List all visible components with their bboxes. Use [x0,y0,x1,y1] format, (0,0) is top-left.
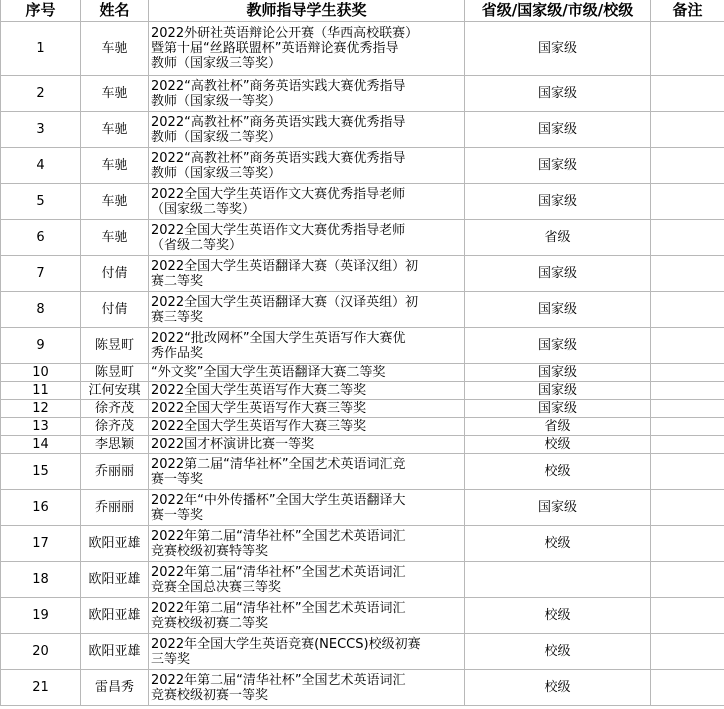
award-line: 竞赛校级初赛特等奖 [151,543,269,559]
table-row [1,490,724,526]
award-line: 赛一等奖 [151,471,204,487]
award-line: 竞赛校级初赛二等奖 [151,615,269,631]
award-line: 暨第十届“丝路联盟杯”英语辩论赛优秀指导 [151,41,399,56]
cell-seq[interactable]: 17 [1,526,81,562]
award-line: 竞赛全国总决赛三等奖 [151,579,282,595]
cell-seq[interactable]: 13 [1,418,81,436]
cell-name[interactable]: 徐齐茂 [81,400,149,418]
cell-note[interactable] [651,490,724,526]
cell-award[interactable] [149,490,465,526]
table-row [1,418,724,436]
award-line: 2022“高教社杯”商务英语实践大赛优秀指导 [151,150,406,166]
cell-note[interactable] [651,562,724,598]
cell-level[interactable]: 校级 [465,670,651,706]
cell-award[interactable] [149,112,465,148]
cell-level[interactable] [465,562,651,598]
cell-award[interactable] [149,670,465,706]
award-line: 2022年第二届“清华社杯”全国艺术英语词汇 [151,528,406,544]
award-line: 三等奖 [151,651,191,667]
cell-seq[interactable]: 8 [1,292,81,328]
cell-level[interactable]: 校级 [465,634,651,670]
table-row [1,76,724,112]
cell-seq[interactable]: 15 [1,454,81,490]
cell-note[interactable] [651,22,724,76]
cell-note[interactable] [651,148,724,184]
award-line: 2022年第二届“清华社杯”全国艺术英语词汇 [151,600,406,616]
cell-level[interactable]: 省级 [465,220,651,256]
table-row [1,22,724,76]
cell-name[interactable]: 雷昌秀 [81,670,149,706]
cell-seq[interactable]: 20 [1,634,81,670]
cell-note[interactable] [651,364,724,382]
award-line: 2022年第二届“清华社杯”全国艺术英语词汇 [151,672,406,688]
award-line: 2022全国大学生英语写作大赛二等奖 [151,383,367,398]
cell-name[interactable]: 乔丽丽 [81,454,149,490]
cell-note[interactable] [651,598,724,634]
award-line: 2022全国大学生英语作文大赛优秀指导老师 [151,222,406,238]
table-row [1,364,724,382]
cell-award[interactable] [149,328,465,364]
cell-award[interactable] [149,76,465,112]
award-line: 2022“批改网杯”全国大学生英语写作大赛优 [151,330,406,346]
table-row [1,184,724,220]
cell-seq[interactable]: 4 [1,148,81,184]
cell-note[interactable] [651,76,724,112]
header-seq[interactable]: 序号 [1,0,81,22]
cell-note[interactable] [651,292,724,328]
cell-award[interactable] [149,526,465,562]
cell-name[interactable]: 李思颖 [81,436,149,454]
table-row [1,454,724,490]
cell-award[interactable] [149,220,465,256]
cell-award[interactable] [149,292,465,328]
cell-level[interactable]: 国家级 [465,364,651,382]
cell-name[interactable]: 付倩 [81,292,149,328]
award-line: 赛三等奖 [151,309,204,325]
cell-level[interactable]: 校级 [465,526,651,562]
cell-seq[interactable]: 1 [1,22,81,76]
table-row [1,562,724,598]
table-row [1,598,724,634]
award-line: 2022“高教社杯”商务英语实践大赛优秀指导 [151,78,406,94]
cell-award[interactable] [149,400,465,418]
cell-seq[interactable]: 5 [1,184,81,220]
award-line: 教师（国家级三等奖） [151,56,282,71]
cell-award[interactable] [149,382,465,400]
header-note[interactable]: 备注 [651,0,724,22]
table-row [1,256,724,292]
cell-name[interactable]: 车驰 [81,184,149,220]
cell-note[interactable] [651,220,724,256]
cell-name[interactable]: 陈昱町 [81,364,149,382]
award-line: （国家级二等奖） [151,201,256,217]
award-line: 赛一等奖 [151,507,204,523]
cell-level[interactable]: 国家级 [465,112,651,148]
cell-level[interactable]: 国家级 [465,76,651,112]
cell-note[interactable] [651,184,724,220]
award-line: “外文奖”全国大学生英语翻译大赛二等奖 [151,365,386,380]
cell-seq[interactable]: 2 [1,76,81,112]
cell-seq[interactable]: 14 [1,436,81,454]
cell-name[interactable]: 车驰 [81,22,149,76]
cell-seq[interactable]: 12 [1,400,81,418]
award-line: 赛二等奖 [151,273,204,289]
cell-seq[interactable]: 10 [1,364,81,382]
cell-level[interactable]: 校级 [465,598,651,634]
cell-name[interactable]: 欧阳亚雄 [81,562,149,598]
cell-note[interactable] [651,670,724,706]
cell-level[interactable]: 校级 [465,454,651,490]
cell-award[interactable] [149,634,465,670]
cell-note[interactable] [651,436,724,454]
cell-level[interactable]: 国家级 [465,400,651,418]
cell-seq[interactable]: 3 [1,112,81,148]
cell-seq[interactable]: 16 [1,490,81,526]
cell-level[interactable]: 国家级 [465,328,651,364]
cell-name[interactable]: 徐齐茂 [81,418,149,436]
award-line: 教师（国家级二等奖） [151,129,282,145]
award-line: 2022全国大学生英语作文大赛优秀指导老师 [151,186,406,202]
cell-name[interactable]: 车驰 [81,148,149,184]
cell-award[interactable] [149,364,465,382]
cell-seq[interactable]: 11 [1,382,81,400]
cell-award[interactable] [149,562,465,598]
header-award[interactable]: 教师指导学生获奖 [149,0,465,22]
table-row [1,148,724,184]
cell-note[interactable] [651,526,724,562]
cell-note[interactable] [651,328,724,364]
table-row [1,220,724,256]
award-line: 秀作品奖 [151,345,204,361]
cell-note[interactable] [651,634,724,670]
cell-name[interactable]: 欧阳亚雄 [81,526,149,562]
cell-award[interactable] [149,598,465,634]
cell-name[interactable]: 乔丽丽 [81,490,149,526]
cell-seq[interactable]: 7 [1,256,81,292]
cell-name[interactable]: 江何安琪 [81,382,149,400]
cell-seq[interactable]: 6 [1,220,81,256]
cell-award[interactable] [149,184,465,220]
award-line: 竞赛校级初赛一等奖 [151,687,269,703]
cell-name[interactable]: 付倩 [81,256,149,292]
cell-level[interactable]: 国家级 [465,256,651,292]
cell-name[interactable]: 车驰 [81,76,149,112]
cell-note[interactable] [651,400,724,418]
cell-note[interactable] [651,112,724,148]
header-level[interactable]: 省级/国家级/市级/校级 [465,0,651,22]
cell-note[interactable] [651,256,724,292]
cell-award[interactable] [149,148,465,184]
award-line: 2022“高教社杯”商务英语实践大赛优秀指导 [151,114,406,130]
table-row [1,292,724,328]
cell-note[interactable] [651,454,724,490]
table-row [1,670,724,706]
award-line: 2022第二届“清华社杯”全国艺术英语词汇竞 [151,456,406,472]
header-row [1,0,724,22]
table-row [1,400,724,418]
cell-seq[interactable]: 18 [1,562,81,598]
cell-award[interactable] [149,436,465,454]
cell-name[interactable]: 车驰 [81,112,149,148]
award-line: 2022全国大学生英语翻译大赛（英译汉组）初 [151,258,419,274]
cell-award[interactable] [149,256,465,292]
cell-level[interactable]: 国家级 [465,382,651,400]
cell-note[interactable] [651,382,724,400]
cell-level[interactable]: 国家级 [465,184,651,220]
award-line: 2022国才杯演讲比赛一等奖 [151,437,315,452]
award-line: 2022全国大学生英语翻译大赛（汉译英组）初 [151,294,419,310]
cell-level[interactable]: 国家级 [465,490,651,526]
cell-name[interactable]: 陈昱町 [81,328,149,364]
cell-level[interactable]: 校级 [465,436,651,454]
award-line: 2022年第二届“清华社杯”全国艺术英语词汇 [151,564,406,580]
cell-seq[interactable]: 19 [1,598,81,634]
cell-award[interactable] [149,454,465,490]
cell-level[interactable]: 省级 [465,418,651,436]
header-name[interactable]: 姓名 [81,0,149,22]
cell-seq[interactable]: 21 [1,670,81,706]
table-row [1,112,724,148]
table-body [1,22,724,706]
cell-award[interactable] [149,418,465,436]
cell-note[interactable] [651,418,724,436]
cell-level[interactable]: 国家级 [465,148,651,184]
award-line: 教师（国家级三等奖） [151,165,282,181]
table-row [1,328,724,364]
table-row [1,634,724,670]
award-line: 2022全国大学生英语写作大赛三等奖 [151,419,367,434]
award-line: 2022年“中外传播杯”全国大学生英语翻译大 [151,492,406,508]
award-line: （省级二等奖） [151,237,243,253]
cell-name[interactable]: 车驰 [81,220,149,256]
cell-award[interactable] [149,22,465,76]
cell-name[interactable]: 欧阳亚雄 [81,634,149,670]
table-row [1,526,724,562]
award-line: 2022外研社英语辩论公开赛（华西高校联赛） [151,26,419,41]
table-row [1,382,724,400]
award-line: 2022年全国大学生英语竞赛(NECCS)校级初赛 [151,636,421,652]
cell-level[interactable]: 国家级 [465,292,651,328]
table-row [1,436,724,454]
award-line: 2022全国大学生英语写作大赛三等奖 [151,401,367,416]
cell-seq[interactable]: 9 [1,328,81,364]
cell-level[interactable]: 国家级 [465,22,651,76]
cell-name[interactable]: 欧阳亚雄 [81,598,149,634]
award-line: 教师（国家级一等奖） [151,93,282,109]
